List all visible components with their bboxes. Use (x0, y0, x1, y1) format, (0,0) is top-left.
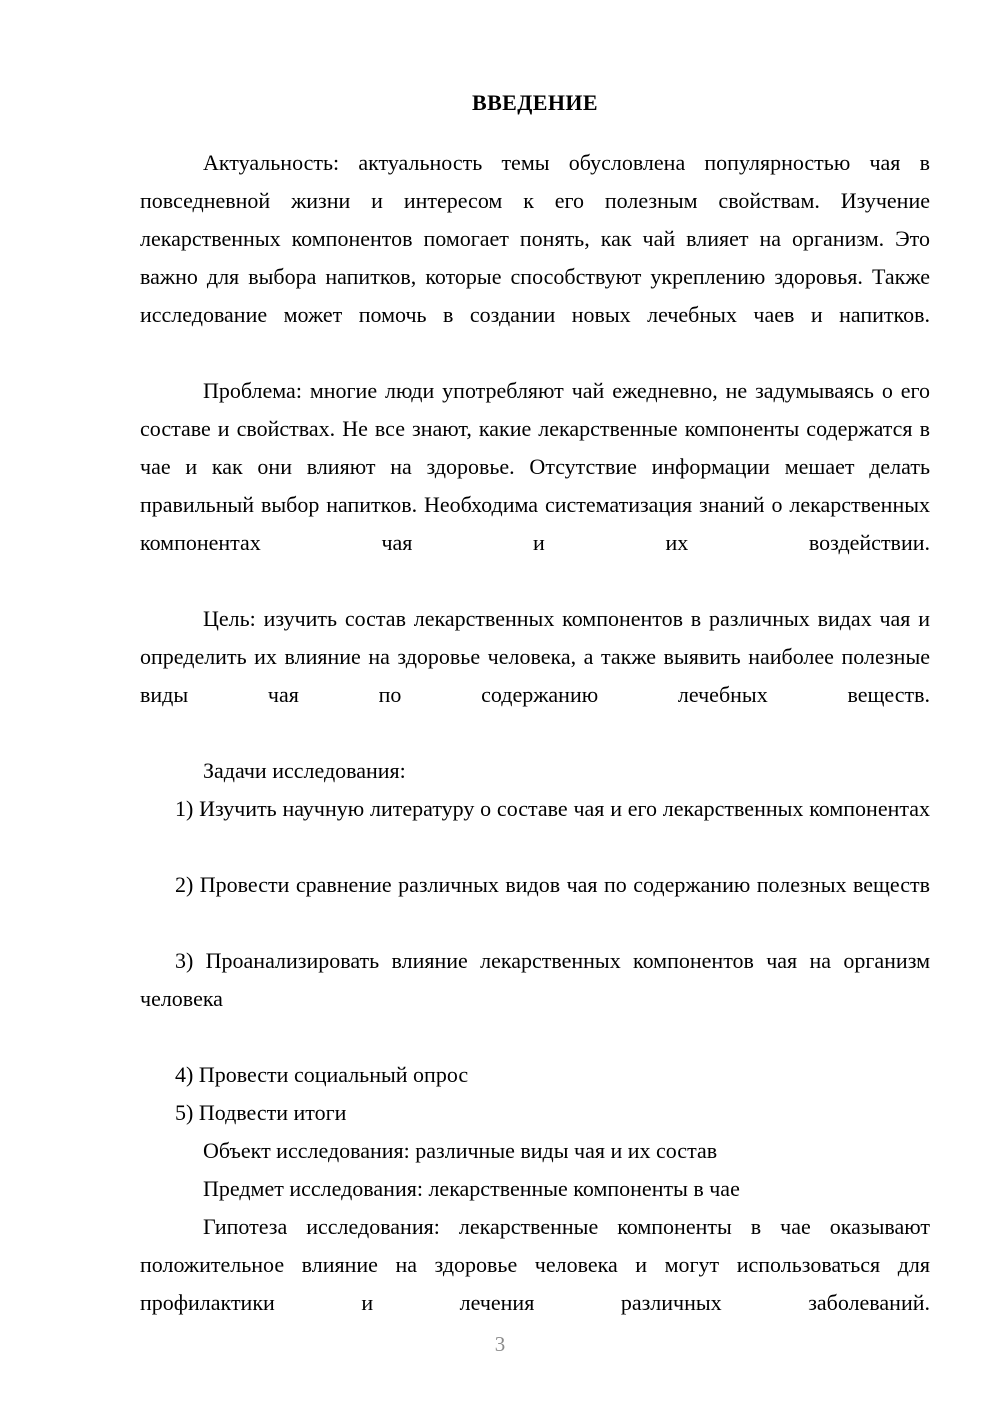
paragraph-hypothesis: Гипотеза исследования: лекарственные компоненты в чае оказывают положительное влияние на здоровье человека и могут использоваться для профилактики и лечения различных заболеваний. (140, 1214, 930, 1315)
paragraph-problem: Проблема: многие люди употребляют чай ежедневно, не задумываясь о его составе и свойствах. Не все знают, какие лекарственные компоненты содержатся в чае и как они влияют на здоровье. Отсутствие информации мешает делать правильный выбор напитков. Необходима систематизация знаний о лекарственных компонентах чая и их воздействии. (140, 378, 930, 555)
task-item-1: 1) Изучить научную литературу о составе чая и его лекарственных компонентах (175, 796, 930, 821)
paragraph-object: Объект исследования: различные виды чая и их состав (203, 1138, 718, 1163)
task-item-2: 2) Провести сравнение различных видов чая по содержанию полезных веществ (175, 872, 930, 897)
paragraph-relevance: Актуальность: актуальность темы обусловлена популярностью чая в повседневной жизни и интересом к его полезным свойствам. Изучение лекарственных компонентов помогает понять, как чай влияет на организм. Это важно для выбора напитков, которые способствуют укреплению здоровья. Также исследование может помочь в создании новых лечебных чаев и напитков. (140, 150, 930, 327)
task-item-3: 3) Проанализировать влияние лекарственных компонентов чая на организм человека (140, 948, 930, 1011)
page-number: 3 (494, 1332, 506, 1356)
task-item-5: 5) Подвести итоги (175, 1100, 347, 1125)
page-title: ВВЕДЕНИЕ (472, 90, 598, 115)
tasks-heading: Задачи исследования: (203, 758, 406, 783)
task-item-4: 4) Провести социальный опрос (175, 1062, 469, 1087)
paragraph-subject: Предмет исследования: лекарственные компоненты в чае (203, 1176, 740, 1201)
document-body (140, 88, 930, 1360)
paragraph-goal: Цель: изучить состав лекарственных компонентов в различных видах чая и определить их влияние на здоровье человека, а также выявить наиболее полезные виды чая по содержанию лечебных веществ. (140, 606, 930, 707)
